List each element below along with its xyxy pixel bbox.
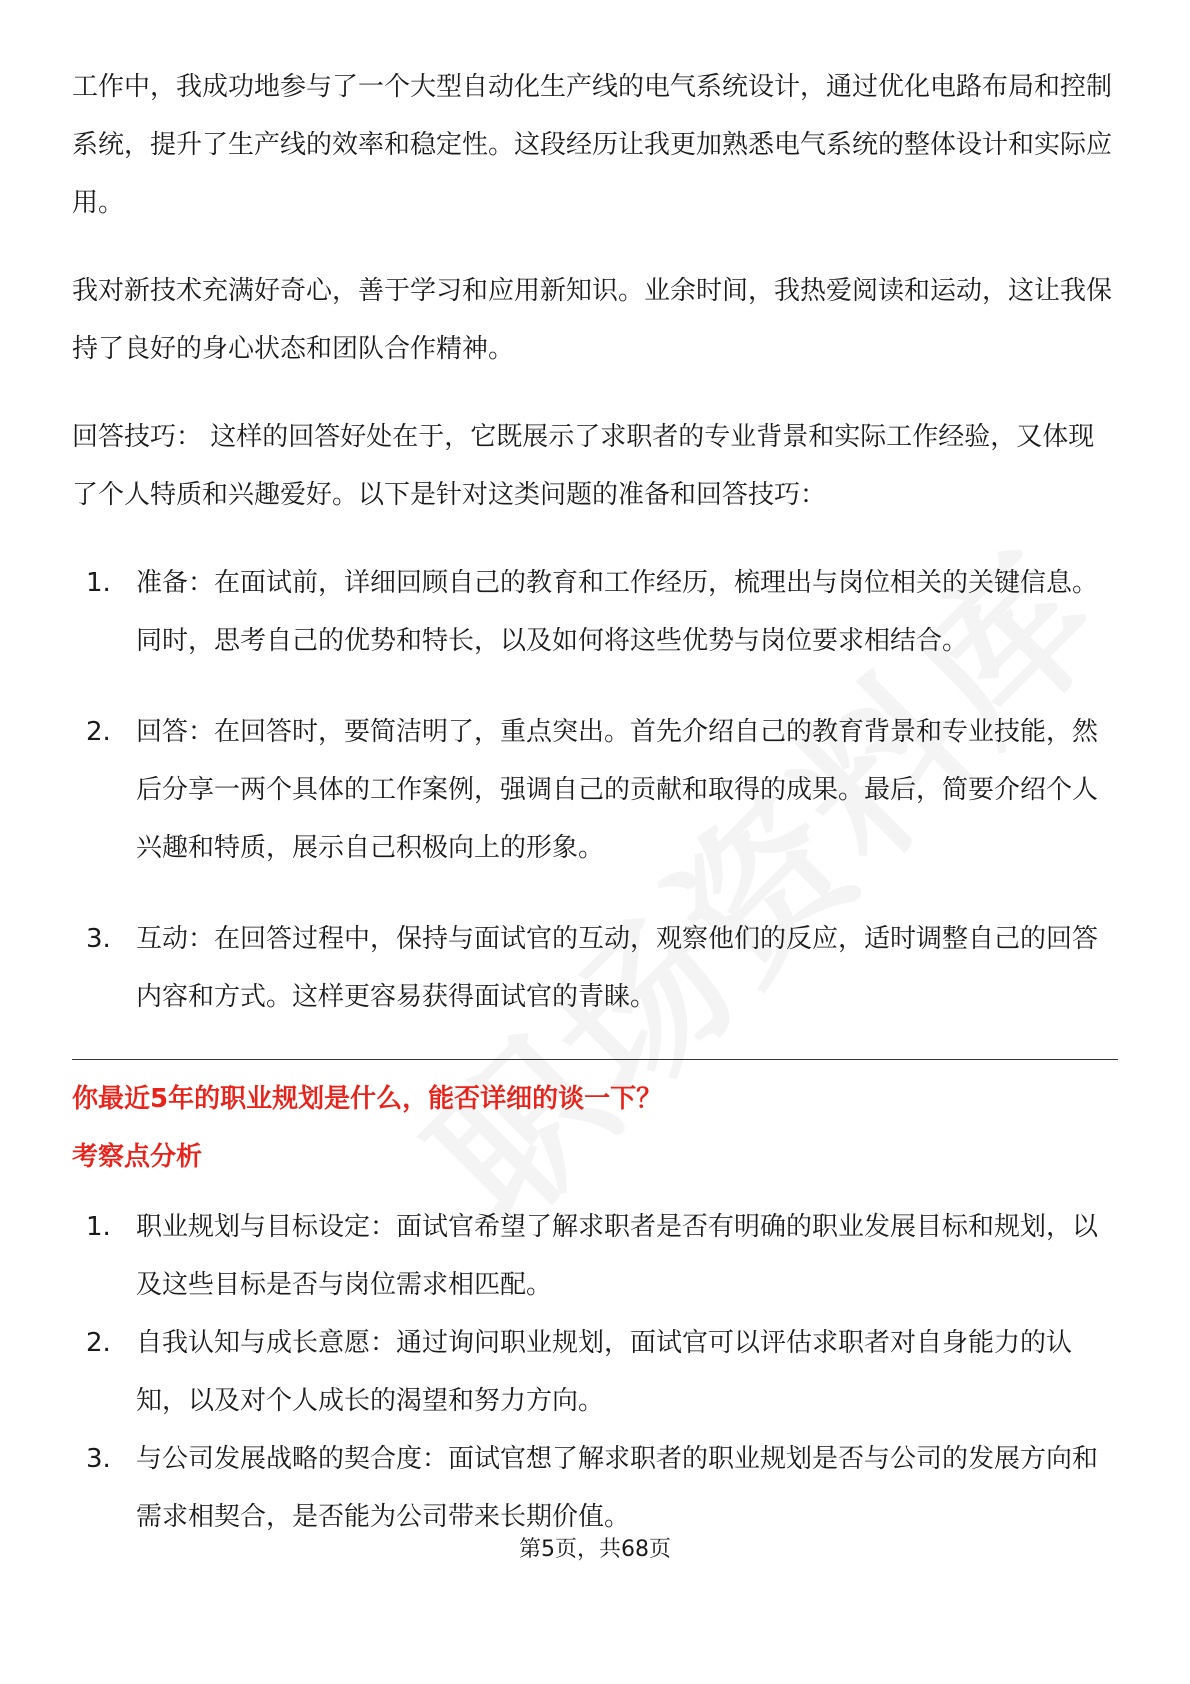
- list-text: 自我认知与成长意愿：通过询问职业规划，面试官可以评估求职者对自身能力的认知，以及对个人成长的渴望和努力方向。: [136, 1328, 1073, 1416]
- list-item: [72, 910, 1118, 1026]
- list-item: [72, 1198, 1118, 1314]
- list-text: 准备：在面试前，详细回顾自己的教育和工作经历，梳理出与岗位相关的关键信息。同时，思考自己的优势和特长，以及如何将这些优势与岗位要求相结合。: [136, 568, 1099, 656]
- list-item: [72, 1430, 1118, 1546]
- list-number: 2.: [86, 717, 111, 747]
- list-text: 职业规划与目标设定：面试官希望了解求职者是否有明确的职业发展目标和规划，以及这些目标是否与岗位需求相匹配。: [136, 1212, 1099, 1300]
- list-number: 1.: [86, 568, 111, 598]
- analysis-list: [72, 1198, 1118, 1546]
- paragraph-answer-tips: 回答技巧： 这样的回答好处在于，它既展示了求职者的专业背景和实际工作经验，又体现了个人特质和兴趣爱好。以下是针对这类问题的准备和回答技巧：: [72, 422, 1095, 510]
- list-text: 回答：在回答时，要简洁明了，重点突出。首先介绍自己的教育背景和专业技能，然后分享一两个具体的工作案例，强调自己的贡献和取得的成果。最后，简要介绍个人兴趣和特质，展示自己积极向上的形象。: [136, 717, 1099, 863]
- question-heading: 你最近5年的职业规划是什么，能否详细的谈一下？: [72, 1084, 663, 1114]
- list-text: 与公司发展战略的契合度：面试官想了解求职者的职业规划是否与公司的发展方向和需求相契合，是否能为公司带来长期价值。: [136, 1444, 1099, 1532]
- page-footer: 第5页，共68页: [519, 1537, 671, 1562]
- list-item: [72, 554, 1118, 670]
- list-item: [72, 1314, 1118, 1430]
- list-number: 3.: [86, 1444, 111, 1474]
- list-number: 2.: [86, 1328, 111, 1358]
- list-number: 1.: [86, 1212, 111, 1242]
- paragraph-interests: 我对新技术充满好奇心，善于学习和应用新知识。业余时间，我热爱阅读和运动，这让我保持了良好的身心状态和团队合作精神。: [72, 276, 1113, 364]
- paragraph-work-experience: 工作中，我成功地参与了一个大型自动化生产线的电气系统设计，通过优化电路布局和控制系统，提升了生产线的效率和稳定性。这段经历让我更加熟悉电气系统的整体设计和实际应用。: [72, 72, 1113, 218]
- document-body: [72, 58, 1118, 1546]
- list-item: [72, 703, 1118, 877]
- analysis-heading: 考察点分析: [72, 1142, 203, 1172]
- list-number: 3.: [86, 924, 111, 954]
- tips-list: [72, 554, 1118, 1026]
- section-divider: [72, 1059, 1118, 1060]
- list-text: 互动：在回答过程中，保持与面试官的互动，观察他们的反应，适时调整自己的回答内容和方式。这样更容易获得面试官的青睐。: [136, 924, 1099, 1012]
